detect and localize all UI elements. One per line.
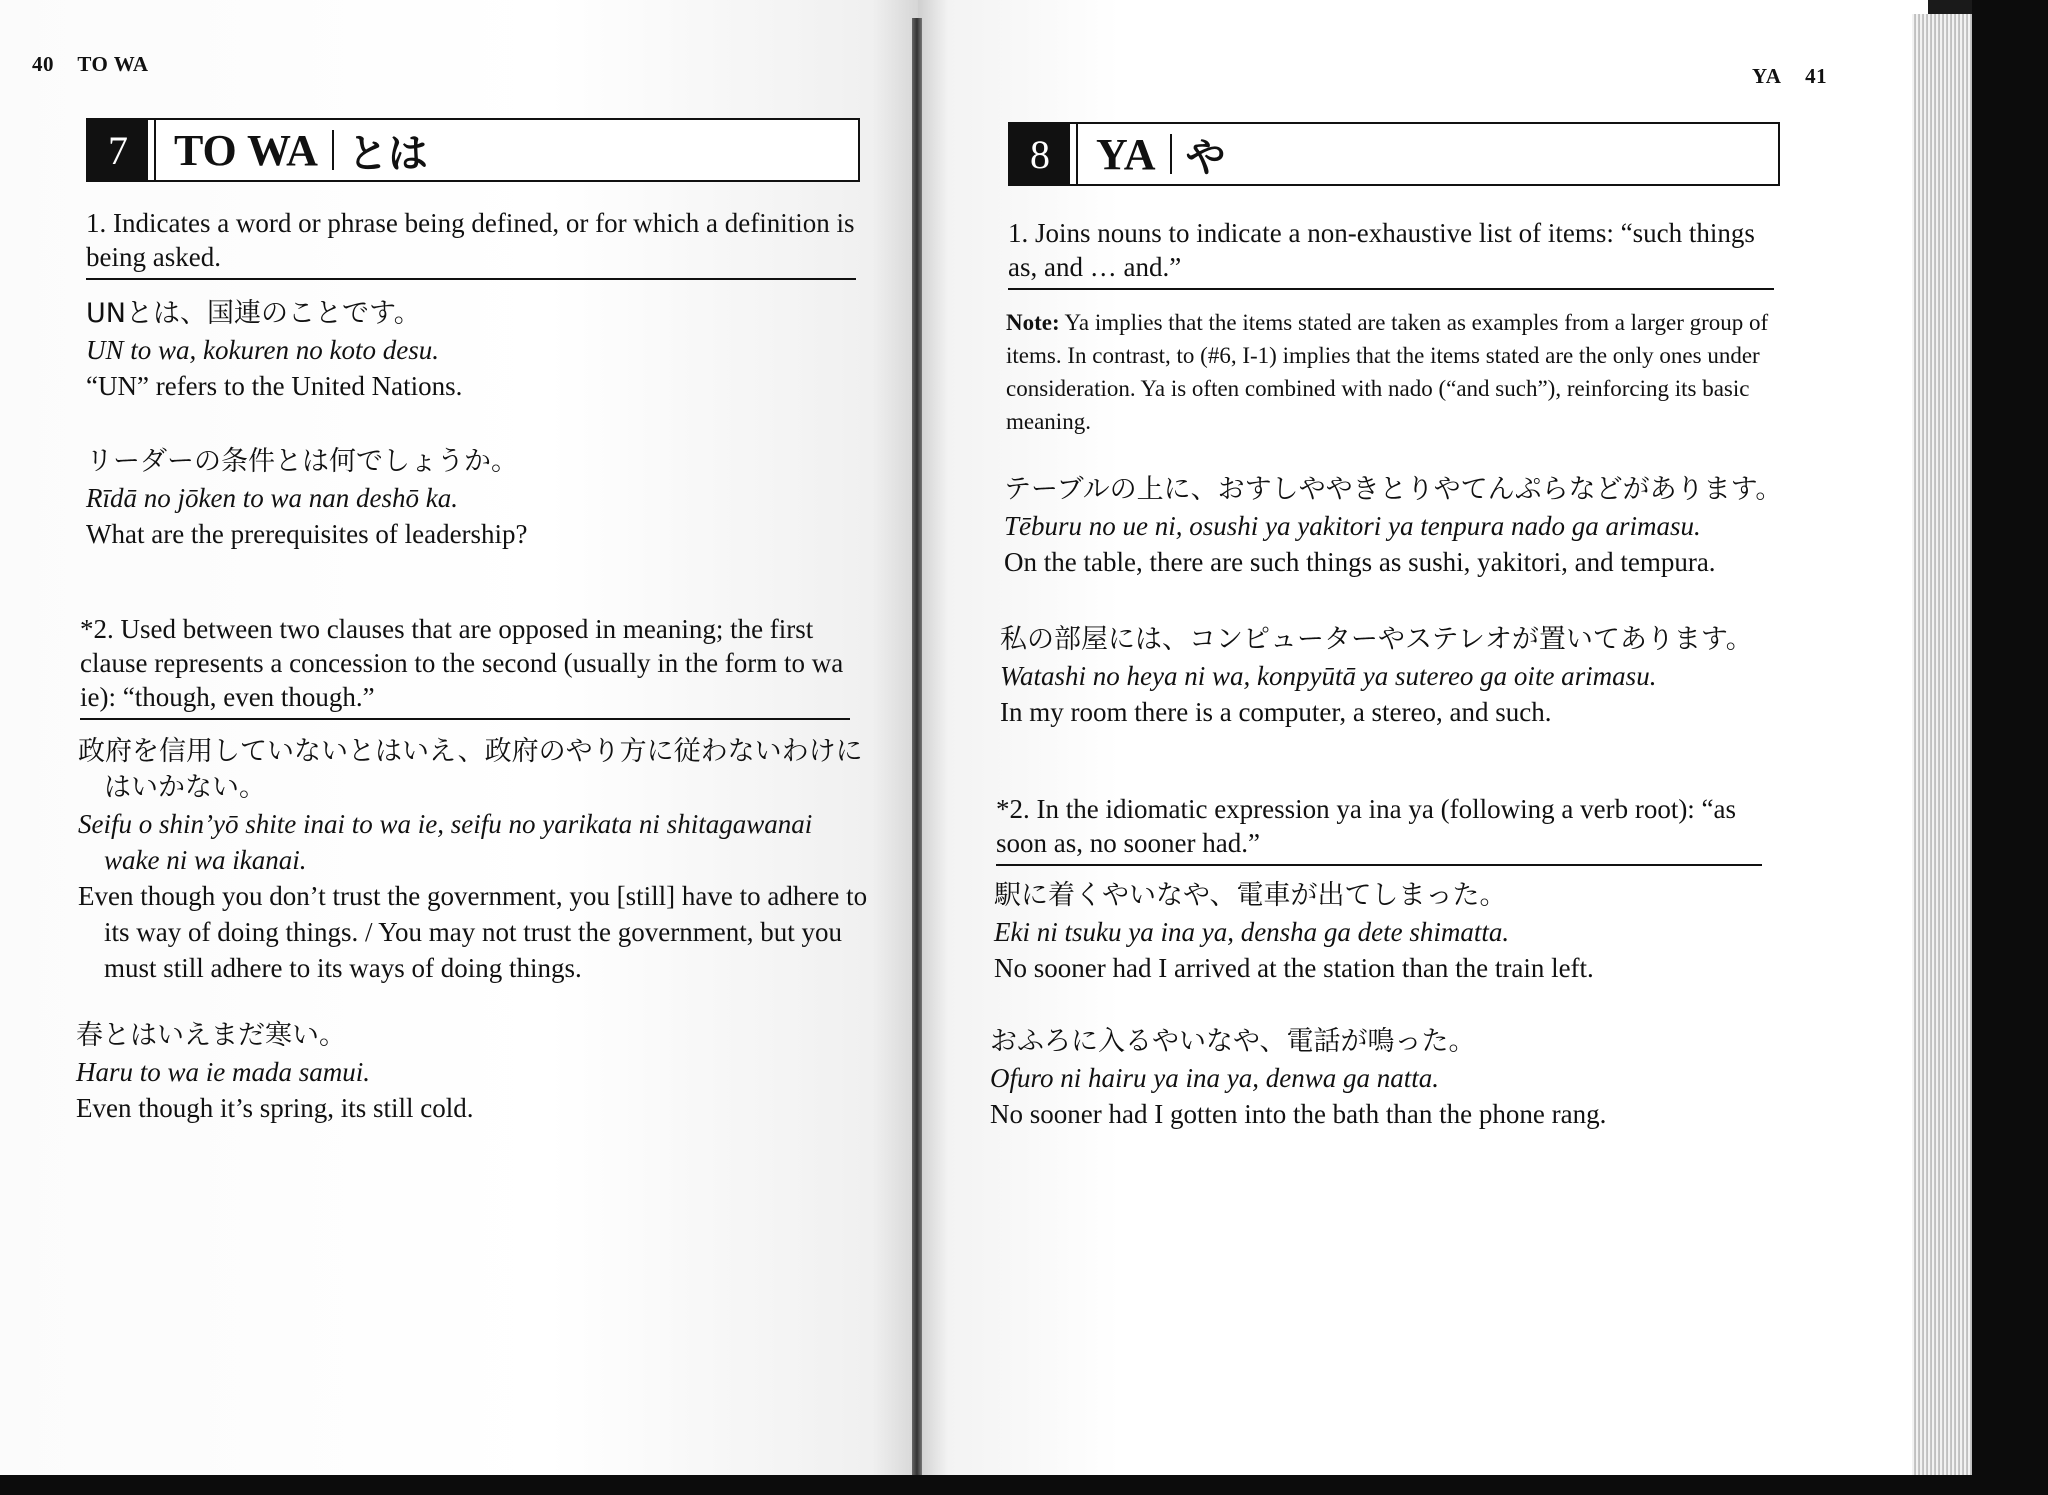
entry-title-kana: や [1185, 134, 1226, 181]
entry-title [154, 120, 428, 180]
running-head-title: TO WA [77, 52, 149, 76]
entry-title [1076, 124, 1226, 184]
example-japanese: リーダーの条件とは何でしょうか。 [86, 446, 518, 477]
example-japanese: 駅に着くやいなや、電車が出てしまった。 [994, 880, 1507, 911]
example-romaji: Seifu o shin’yō shite inai to wa ie, seifu no yarikata ni shitagawanai wake ni wa ikanai. [78, 809, 813, 875]
example-japanese: 政府を信用していないとはいえ、政府のやり方に従わないわけにはいかない。 [78, 736, 863, 803]
entry-title-romaji: TO WA [174, 125, 318, 175]
definition-1: 1. Joins nouns to indicate a non-exhaustive list of items: “such things as, and … and.” [1008, 216, 1774, 290]
entry-number: 7 [88, 120, 148, 180]
example-block [1000, 622, 1784, 730]
example-block [86, 444, 866, 552]
example-japanese: UNとは、国連のことです。 [86, 298, 421, 329]
left-running-head [32, 52, 167, 77]
example-block [78, 734, 868, 986]
example-romaji: UN to wa, kokuren no koto desu. [86, 335, 439, 365]
example-romaji: Ofuro ni hairu ya ina ya, denwa ga natta. [990, 1063, 1439, 1093]
example-translation: What are the prerequisites of leadership? [86, 519, 528, 549]
definition-2: *2. In the idiomatic expression ya ina ya (following a verb root): “as soon as, no sooner had.” [996, 792, 1762, 866]
example-block [994, 878, 1778, 986]
example-block [76, 1018, 866, 1126]
definition-1: 1. Indicates a word or phrase being defined, or for which a definition is being asked. [86, 206, 856, 280]
entry-header-7 [86, 118, 860, 182]
entry-header-8 [1008, 122, 1780, 186]
example-translation: “UN” refers to the United Nations. [86, 371, 463, 401]
usage-note [1006, 306, 1776, 438]
example-romaji: Rīdā no jōken to wa nan deshō ka. [86, 483, 458, 513]
running-head-title: YA [1752, 64, 1782, 88]
example-romaji: Haru to wa ie mada samui. [76, 1057, 371, 1087]
book-spine [912, 18, 922, 1478]
entry-title-romaji: YA [1096, 129, 1156, 179]
entry-number: 8 [1010, 124, 1070, 184]
page-number: 40 [32, 52, 54, 76]
note-text: Ya implies that the items stated are taken as examples from a larger group of items. In contrast, to (#6, I-1) implies that the items stated are the only ones under consideration. Ya is often combined with nado (“and such”), reinforcing its basic meaning. [1006, 310, 1769, 434]
example-block [1004, 472, 1784, 580]
page-edges [1912, 14, 1972, 1479]
background-edge [1972, 0, 2048, 1495]
right-running-head [1752, 64, 1845, 89]
background-bottom [0, 1475, 2048, 1495]
example-translation: No sooner had I gotten into the bath than the phone rang. [990, 1099, 1607, 1129]
example-romaji: Eki ni tsuku ya ina ya, densha ga dete shimatta. [994, 917, 1510, 947]
example-block [86, 296, 866, 404]
example-translation: No sooner had I arrived at the station than the train left. [994, 953, 1594, 983]
page-number: 41 [1805, 64, 1828, 88]
definition-2: *2. Used between two clauses that are opposed in meaning; the first clause represents a concession to the second (usually in the form to wa ie): “though, even though.” [80, 612, 850, 720]
example-romaji: Watashi no heya ni wa, konpyūtā ya sutereo ga oite arimasu. [1000, 661, 1657, 691]
example-translation: On the table, there are such things as sushi, yakitori, and tempura. [1004, 547, 1716, 577]
example-romaji: Tēburu no ue ni, osushi ya yakitori ya tenpura nado ga arimasu. [1004, 511, 1701, 541]
example-translation: Even though it’s spring, its still cold. [76, 1093, 474, 1123]
example-japanese: 私の部屋には、コンピューターやステレオが置いてあります。 [1000, 624, 1753, 655]
note-label: Note: [1006, 310, 1060, 335]
example-translation: In my room there is a computer, a stereo, and such. [1000, 697, 1552, 727]
example-japanese: 春とはいえまだ寒い。 [76, 1020, 346, 1051]
example-block [990, 1024, 1780, 1132]
example-japanese: おふろに入るやいなや、電話が鳴った。 [990, 1026, 1476, 1057]
example-translation: Even though you don’t trust the government, you [still] have to adhere to its way of doing things. / You may not trust the government, but you must still adhere to its ways of doing things. [78, 881, 868, 983]
example-japanese: テーブルの上に、おすしややきとりやてんぷらなどがあります。 [1004, 474, 1783, 505]
entry-title-kana: とは [347, 130, 428, 177]
